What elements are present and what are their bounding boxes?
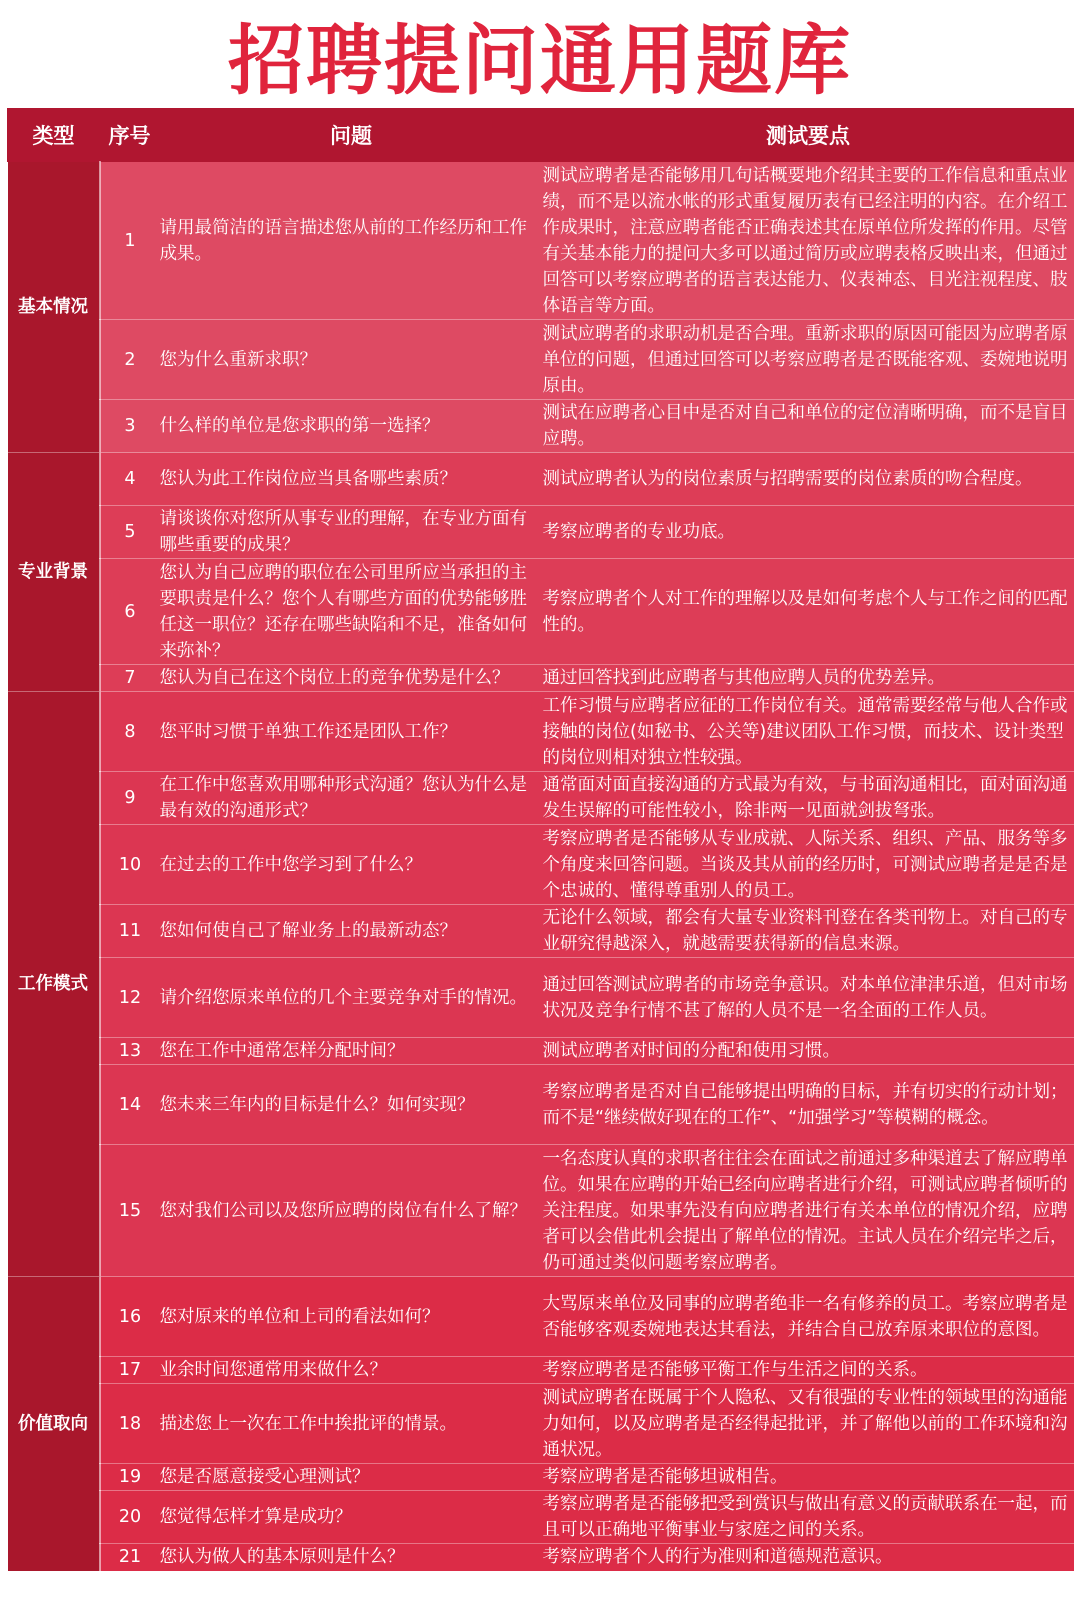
table-row [8, 825, 1074, 905]
table-row [8, 1384, 1074, 1464]
test-point-text: 通过回答找到此应聘者与其他应聘人员的优势差异。 [543, 665, 1074, 692]
row-number: 13 [100, 1038, 160, 1065]
bottom-margin [7, 1590, 1073, 1599]
table-row [8, 958, 1074, 1038]
test-point-text: 测试在应聘者心目中是否对自己和单位的定位清晰明确，而不是盲目应聘。 [543, 400, 1074, 453]
header-index: 序号 [100, 109, 160, 162]
category-work-mode: 工作模式 [8, 692, 100, 1277]
header-point: 测试要点 [543, 109, 1074, 162]
question-text: 您认为此工作岗位应当具备哪些素质？ [160, 453, 543, 506]
table-row [8, 506, 1074, 559]
row-number: 11 [100, 905, 160, 958]
row-number: 21 [100, 1544, 160, 1571]
test-point-text: 考察应聘者是否能够坦诚相告。 [543, 1464, 1074, 1491]
row-number: 7 [100, 665, 160, 692]
question-text: 您对原来的单位和上司的看法如何？ [160, 1277, 543, 1357]
question-text: 在工作中您喜欢用哪种形式沟通？您认为什么是最有效的沟通形式？ [160, 772, 543, 825]
row-number: 20 [100, 1491, 160, 1544]
table-row [8, 1491, 1074, 1544]
test-point-text: 测试应聘者在既属于个人隐私、又有很强的专业性的领域里的沟通能力如何，以及应聘者是否经得起批评，并了解他以前的工作环境和沟通状况。 [543, 1384, 1074, 1464]
row-number: 4 [100, 453, 160, 506]
row-number: 6 [100, 559, 160, 665]
row-number: 14 [100, 1065, 160, 1145]
header-row [8, 109, 1074, 162]
test-point-text: 大骂原来单位及同事的应聘者绝非一名有修养的员工。考察应聘者是否能够客观委婉地表达其看法，并结合自己放弃原来职位的意图。 [543, 1277, 1074, 1357]
table-row [8, 772, 1074, 825]
question-text: 在过去的工作中您学习到了什么？ [160, 825, 543, 905]
row-number: 17 [100, 1357, 160, 1384]
test-point-text: 一名态度认真的求职者往往会在面试之前通过多种渠道去了解应聘单位。如果在应聘的开始已经向应聘者进行介绍，可测试应聘者倾听的关注程度。如果事先没有向应聘者进行有关本单位的情况介绍，应聘者可以会借此机会提出了解单位的情况。主试人员在介绍完毕之后，仍可通过类似问题考察应聘者。 [543, 1145, 1074, 1277]
row-number: 3 [100, 400, 160, 453]
table-row [8, 1464, 1074, 1491]
table-row [8, 559, 1074, 665]
question-text: 您如何使自己了解业务上的最新动态？ [160, 905, 543, 958]
test-point-text: 考察应聘者是否能够从专业成就、人际关系、组织、产品、服务等多个角度来回答问题。当谈及其从前的经历时，可测试应聘者是是否是个忠诚的、懂得尊重别人的员工。 [543, 825, 1074, 905]
table-row [8, 400, 1074, 453]
category-professional: 专业背景 [8, 453, 100, 692]
test-point-text: 通常面对面直接沟通的方式最为有效，与书面沟通相比，面对面沟通发生误解的可能性较小，除非两一见面就剑拔弩张。 [543, 772, 1074, 825]
table-row [8, 692, 1074, 772]
question-text: 您是否愿意接受心理测试？ [160, 1464, 543, 1491]
table-row [8, 453, 1074, 506]
test-point-text: 无论什么领域，都会有大量专业资料刊登在各类刊物上。对自己的专业研究得越深入，就越需要获得新的信息来源。 [543, 905, 1074, 958]
test-point-text: 工作习惯与应聘者应征的工作岗位有关。通常需要经常与他人合作或接触的岗位(如秘书、公关等)建议团队工作习惯，而技术、设计类型的岗位则相对独立性较强。 [543, 692, 1074, 772]
question-text: 业余时间您通常用来做什么？ [160, 1357, 543, 1384]
test-point-text: 考察应聘者的专业功底。 [543, 506, 1074, 559]
question-text: 请谈谈你对您所从事专业的理解，在专业方面有哪些重要的成果？ [160, 506, 543, 559]
page-title: 招聘提问通用题库 [228, 15, 852, 105]
row-number: 5 [100, 506, 160, 559]
row-number: 16 [100, 1277, 160, 1357]
question-text: 您在工作中通常怎样分配时间？ [160, 1038, 543, 1065]
table-row [8, 320, 1074, 400]
test-point-text: 通过回答测试应聘者的市场竞争意识。对本单位津津乐道，但对市场状况及竞争行情不甚了解的人员不是一名全面的工作人员。 [543, 958, 1074, 1038]
question-text: 您为什么重新求职？ [160, 320, 543, 400]
table-row [8, 1145, 1074, 1277]
row-number: 18 [100, 1384, 160, 1464]
row-number: 10 [100, 825, 160, 905]
question-text: 您觉得怎样才算是成功？ [160, 1491, 543, 1544]
category-basic: 基本情况 [8, 162, 100, 453]
question-text: 请用最简洁的语言描述您从前的工作经历和工作成果。 [160, 162, 543, 320]
test-point-text: 考察应聘者是否对自己能够提出明确的目标，并有切实的行动计划；而不是“继续做好现在的工作”、“加强学习”等模糊的概念。 [543, 1065, 1074, 1145]
test-point-text: 测试应聘者是否能够用几句话概要地介绍其主要的工作信息和重点业绩，而不是以流水帐的形式重复履历表有已经注明的内容。在介绍工作成果时，注意应聘者能否正确表述其在原单位所发挥的作用。尽管有关基本能力的提问大多可以通过简历或应聘表格反映出来，但通过回答可以考察应聘者的语言表达能力、仪表神态、目光注视程度、肢体语言等方面。 [543, 162, 1074, 320]
test-point-text: 测试应聘者对时间的分配和使用习惯。 [543, 1038, 1074, 1065]
test-point-text: 考察应聘者个人的行为准则和道德规范意识。 [543, 1544, 1074, 1571]
question-text: 您未来三年内的目标是什么？如何实现？ [160, 1065, 543, 1145]
question-text: 您对我们公司以及您所应聘的岗位有什么了解？ [160, 1145, 543, 1277]
question-text: 描述您上一次在工作中挨批评的情景。 [160, 1384, 543, 1464]
row-number: 2 [100, 320, 160, 400]
table-row [8, 1357, 1074, 1384]
row-number: 9 [100, 772, 160, 825]
table-row [8, 905, 1074, 958]
table-row [8, 1038, 1074, 1065]
question-text: 您认为自己在这个岗位上的竞争优势是什么？ [160, 665, 543, 692]
header-type: 类型 [8, 109, 100, 162]
test-point-text: 考察应聘者是否能够把受到赏识与做出有意义的贡献联系在一起，而且可以正确地平衡事业与家庭之间的关系。 [543, 1491, 1074, 1544]
header-question: 问题 [160, 109, 543, 162]
title-band [7, 0, 1073, 108]
question-text: 您平时习惯于单独工作还是团队工作？ [160, 692, 543, 772]
table-row [8, 665, 1074, 692]
test-point-text: 考察应聘者个人对工作的理解以及是如何考虑个人与工作之间的匹配性的。 [543, 559, 1074, 665]
table-row [8, 162, 1074, 320]
test-point-text: 考察应聘者是否能够平衡工作与生活之间的关系。 [543, 1357, 1074, 1384]
question-text: 什么样的单位是您求职的第一选择？ [160, 400, 543, 453]
table-row [8, 1065, 1074, 1145]
table-row [8, 1544, 1074, 1571]
row-number: 19 [100, 1464, 160, 1491]
question-table [7, 108, 1074, 1571]
row-number: 1 [100, 162, 160, 320]
row-number: 12 [100, 958, 160, 1038]
test-point-text: 测试应聘者认为的岗位素质与招聘需要的岗位素质的吻合程度。 [543, 453, 1074, 506]
category-values: 价值取向 [8, 1277, 100, 1571]
question-text: 请介绍您原来单位的几个主要竞争对手的情况。 [160, 958, 543, 1038]
test-point-text: 测试应聘者的求职动机是否合理。重新求职的原因可能因为应聘者原单位的问题，但通过回答可以考察应聘者是否既能客观、委婉地说明原由。 [543, 320, 1074, 400]
row-number: 15 [100, 1145, 160, 1277]
table-row [8, 1277, 1074, 1357]
row-number: 8 [100, 692, 160, 772]
question-text: 您认为自己应聘的职位在公司里所应当承担的主要职责是什么？您个人有哪些方面的优势能够胜任这一职位？还存在哪些缺陷和不足，准备如何来弥补？ [160, 559, 543, 665]
question-text: 您认为做人的基本原则是什么？ [160, 1544, 543, 1571]
